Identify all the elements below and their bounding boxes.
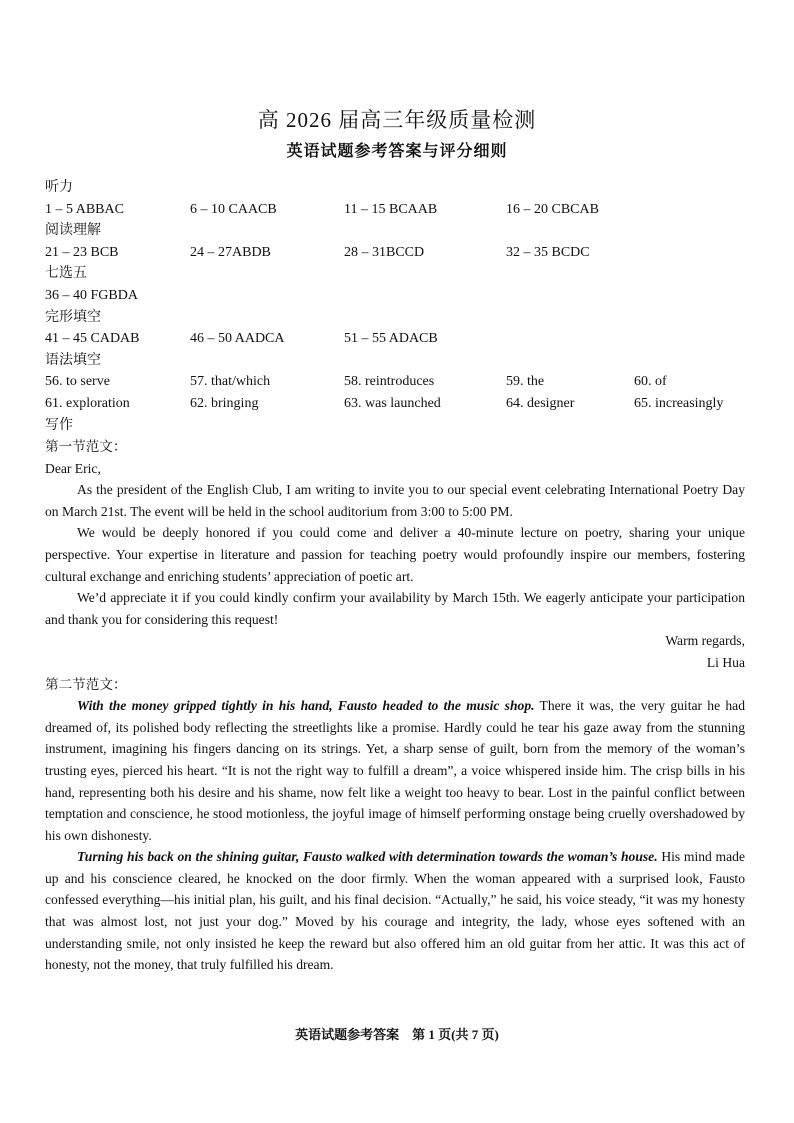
listening-answers-row bbox=[45, 199, 765, 221]
grammar-answer: 63. was launched bbox=[344, 395, 441, 411]
letter-paragraph: We would be deeply honored if you could come and deliver a 40-minute lecture on poetry, sharing your unique perspective. Your expertise in literature and passion for teaching poetry would profoundly inspire our members, fostering cultural exchange and enriching students’ appreciation of poetic art. bbox=[45, 525, 745, 584]
answer-group: 41 – 45 CADAB bbox=[45, 331, 140, 347]
answer-group: 28 – 31BCCD bbox=[344, 244, 425, 260]
seven-choose-five-label-row bbox=[45, 263, 765, 285]
answer-group: 1 – 5 ABBAC bbox=[45, 201, 124, 217]
answer-group: 32 – 35 BCDC bbox=[506, 244, 590, 260]
paragraph-body: His mind made up and his conscience cleared, he knocked on the door firmly. When the woman appeared with a surprised look, Fausto confessed everything—his initial plan, his guilt, and his final decision. “Actually,” he said, his voice steady, “it was my honesty that was almost lost, not just your dog.” Moved by his courage and integrity, the lady, whose eyes softened with an understanding smile, not only insisted he keep the reward but also offered him an old guitar from her attic. It was this act of honesty, not the money, that truly fulfilled his dream. bbox=[45, 849, 745, 973]
writing-label-row bbox=[45, 415, 765, 437]
seven-choose-five-label: 七选五 bbox=[45, 266, 87, 282]
section1-label: 第一节范文： bbox=[45, 439, 127, 454]
page-subtitle: 英语试题参考答案与评分细则 bbox=[286, 143, 508, 160]
answer-group: 16 – 20 CBCAB bbox=[506, 201, 599, 217]
model-essays bbox=[45, 436, 745, 976]
answer-group: 6 – 10 CAACB bbox=[190, 201, 277, 217]
page-title: 高 2026 届高三年级质量检测 bbox=[257, 108, 537, 132]
grammar-answer: 56. to serve bbox=[45, 374, 110, 390]
grammar-answer: 65. increasingly bbox=[634, 395, 724, 411]
grammar-label-row bbox=[45, 350, 765, 372]
answer-group: 24 – 27ABDB bbox=[190, 244, 271, 260]
page-footer: 英语试题参考答案 第 1 页(共 7 页) bbox=[295, 1027, 499, 1042]
listening-label-row bbox=[45, 177, 765, 199]
cloze-answers-row bbox=[45, 328, 765, 350]
grammar-answer: 57. that/which bbox=[190, 374, 271, 390]
reading-answers-row bbox=[45, 242, 765, 264]
grammar-label: 语法填空 bbox=[45, 352, 101, 368]
paragraph-lead-sentence: Turning his back on the shining guitar, Fausto walked with determination towards the woman’s house. bbox=[77, 849, 658, 865]
grammar-answer: 64. designer bbox=[506, 395, 575, 411]
reading-label: 阅读理解 bbox=[45, 223, 101, 239]
answer-key bbox=[45, 177, 765, 436]
answer-group: 21 – 23 BCB bbox=[45, 244, 119, 260]
answer-group: 46 – 50 AADCA bbox=[190, 331, 285, 347]
letter-paragraph: We’d appreciate it if you could kindly confirm your availability by March 15th. We eagerly anticipate your participation and thank you for considering this request! bbox=[45, 590, 745, 627]
grammar-answer: 61. exploration bbox=[45, 395, 130, 411]
grammar-answer: 60. of bbox=[634, 374, 667, 390]
answer-group: 11 – 15 BCAAB bbox=[344, 201, 438, 217]
seven-choose-five-answers-row bbox=[45, 285, 765, 307]
letter-paragraph: As the president of the English Club, I am writing to invite you to our special event celebrating International Poetry Day on March 21st. The event will be held in the school auditorium from 3:00 to 5:00 PM. bbox=[45, 482, 745, 519]
grammar-answers-row-2 bbox=[45, 393, 765, 415]
answer-group: 51 – 55 ADACB bbox=[344, 331, 438, 347]
continuation-paragraph-2 bbox=[45, 846, 745, 976]
letter-signature: Li Hua bbox=[706, 654, 745, 670]
reading-label-row bbox=[45, 220, 765, 242]
grammar-answers-row-1 bbox=[45, 371, 765, 393]
grammar-answer: 58. reintroduces bbox=[344, 374, 435, 390]
writing-label: 写作 bbox=[45, 417, 73, 433]
paragraph-body: There it was, the very guitar he had dreamed of, its polished body reflecting the streetlights like a promise. Hardly could he tear his gaze away from the stunning instrument, imagining his fingers dancing on its strings. Yet, a sharp sense of guilt, born from the memory of the woman’s trusting eyes, pierced his heart. “It is not the right way to fulfill a dream”, a voice whispered inside him. The crisp bills in his hand, representing both his desire and his shame, now felt like a weight too heavy to bear. Lost in the painful conflict between temptation and conscience, he stood motionless, the joyful image of himself performing onstage being cruelly overshadowed by his own dishonesty. bbox=[45, 698, 746, 843]
cloze-label: 完形填空 bbox=[45, 309, 101, 325]
cloze-label-row bbox=[45, 307, 765, 329]
paragraph-lead-sentence: With the money gripped tightly in his hand, Fausto headed to the music shop. bbox=[77, 698, 535, 714]
letter-salutation: Dear Eric, bbox=[45, 460, 101, 476]
continuation-paragraph-1 bbox=[45, 695, 745, 846]
answer-group: 36 – 40 FGBDA bbox=[45, 287, 138, 303]
grammar-answer: 59. the bbox=[506, 374, 545, 390]
letter-closing: Warm regards, bbox=[665, 633, 745, 649]
grammar-answer: 62. bringing bbox=[190, 395, 259, 411]
listening-label: 听力 bbox=[45, 180, 73, 195]
section2-label: 第二节范文： bbox=[45, 676, 127, 692]
